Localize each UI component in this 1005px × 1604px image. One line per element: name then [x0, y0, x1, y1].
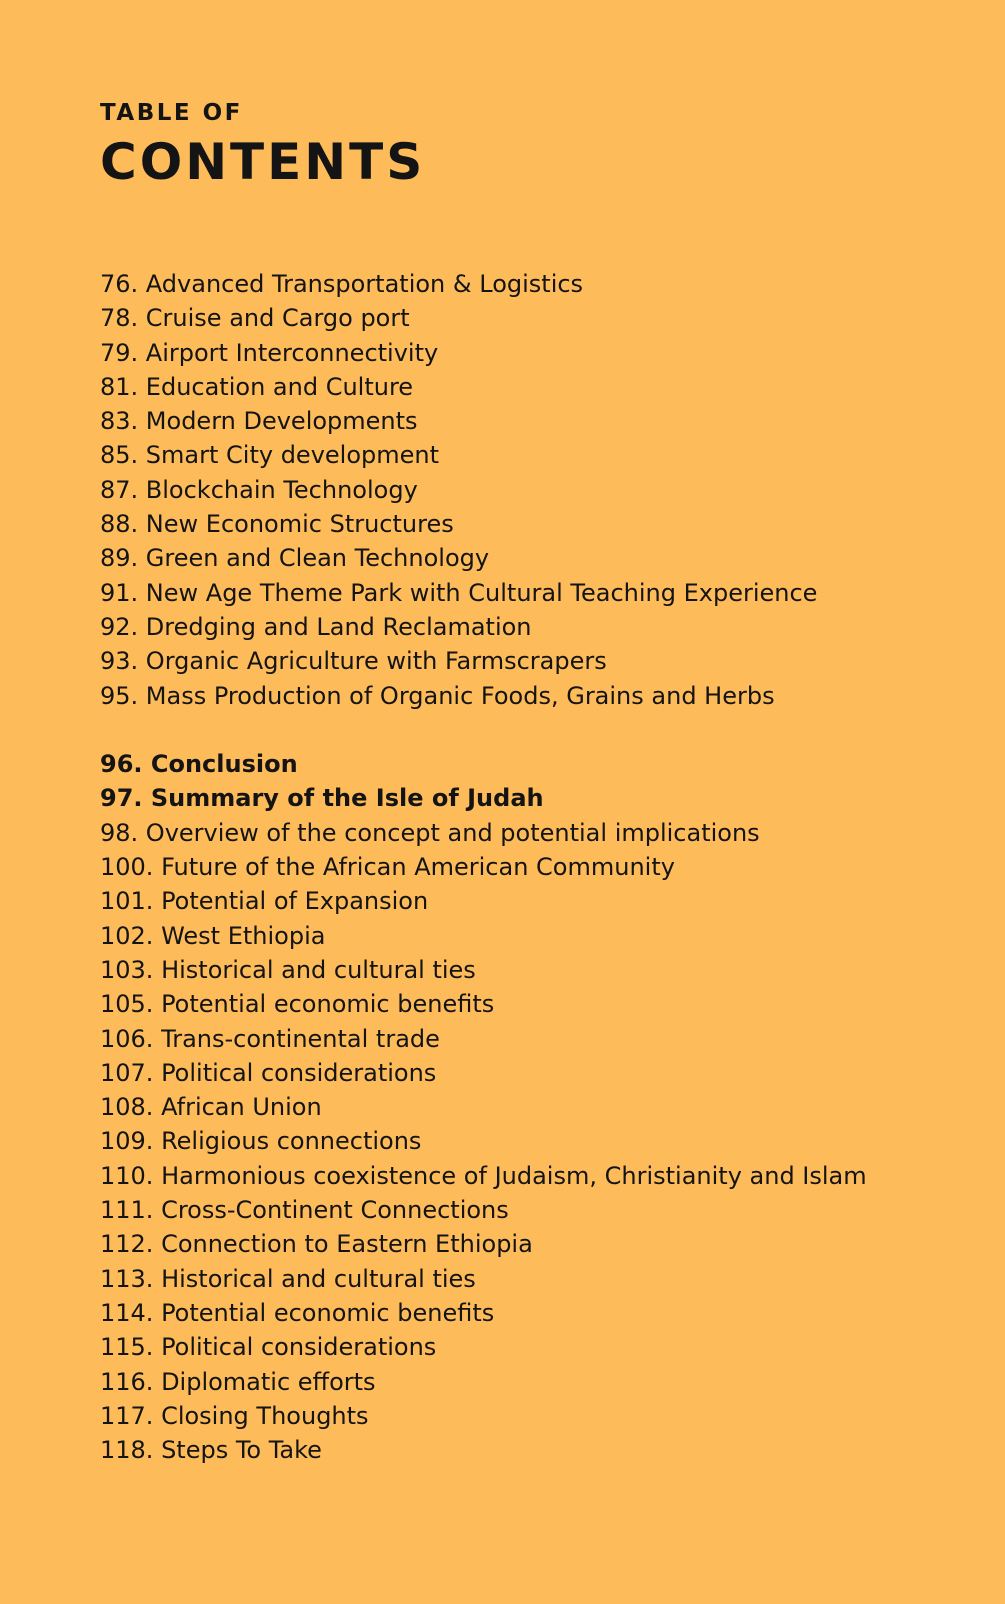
toc-entry: 98. Overview of the concept and potential implications — [100, 818, 760, 847]
toc-entry: 117. Closing Thoughts — [100, 1401, 369, 1430]
toc-entry: 111. Cross-Continent Connections — [100, 1196, 509, 1225]
toc-entry: 95. Mass Production of Organic Foods, Grains and Herbs — [100, 681, 775, 710]
toc-entry: 76. Advanced Transportation & Logistics — [100, 270, 584, 298]
toc-entry: 92. Dredging and Land Reclamation — [100, 612, 532, 641]
toc-entry: 88. New Economic Structures — [100, 510, 454, 539]
toc-entry: 78. Cruise and Cargo port — [100, 304, 410, 333]
toc-entry: 114. Potential economic benefits — [100, 1298, 495, 1327]
page-title: CONTENTS — [100, 133, 426, 191]
toc-entry: 87. Blockchain Technology — [100, 475, 418, 504]
toc-entry: 91. New Age Theme Park with Cultural Teaching Experience — [100, 578, 818, 607]
toc-section-heading: 96. Conclusion — [100, 750, 298, 779]
toc-entry: 83. Modern Developments — [100, 407, 418, 436]
toc-entry: 101. Potential of Expansion — [100, 887, 429, 916]
toc-entry: 110. Harmonious coexistence of Judaism, Christianity and Islam — [100, 1161, 867, 1190]
toc-list — [100, 267, 980, 1467]
toc-entry: 93. Organic Agriculture with Farmscrapers — [100, 647, 607, 676]
toc-entry: 113. Historical and cultural ties — [100, 1264, 476, 1293]
toc-entry: 100. Future of the African American Community — [100, 853, 675, 882]
toc-entry: 109. Religious connections — [100, 1127, 422, 1156]
toc-section-heading: 97. Summary of the Isle of Judah — [100, 784, 544, 813]
toc-entry: 106. Trans-continental trade — [100, 1024, 440, 1053]
toc-entry: 112. Connection to Eastern Ethiopia — [100, 1230, 533, 1259]
toc-entry: 115. Political considerations — [100, 1333, 437, 1362]
toc-entry: 108. African Union — [100, 1093, 322, 1122]
page-header — [100, 98, 425, 190]
toc-entry: 102. West Ethiopia — [100, 921, 326, 950]
toc-entry: 107. Political considerations — [100, 1058, 437, 1087]
toc-entry: 116. Diplomatic efforts — [100, 1367, 376, 1396]
toc-entry: 89. Green and Clean Technology — [100, 544, 490, 573]
toc-entry: 79. Airport Interconnectivity — [100, 338, 439, 367]
header-subtitle: TABLE OF — [100, 100, 243, 126]
toc-entry: 103. Historical and cultural ties — [100, 955, 476, 984]
section-spacer — [100, 713, 980, 747]
toc-entry: 105. Potential economic benefits — [100, 990, 495, 1019]
toc-entry: 85. Smart City development — [100, 441, 440, 470]
toc-entry: 81. Education and Culture — [100, 372, 414, 401]
toc-entry: 118. Steps To Take — [100, 1436, 322, 1465]
